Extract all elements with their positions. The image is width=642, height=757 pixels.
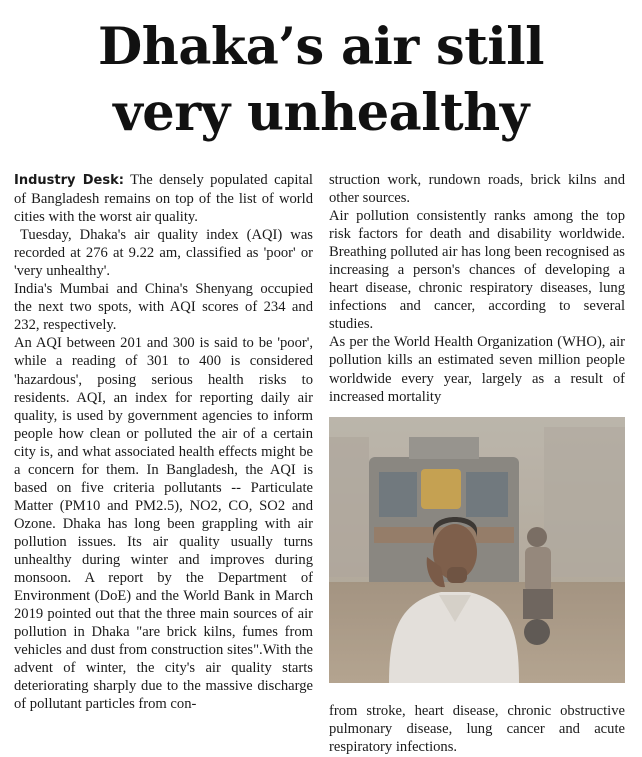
headline xyxy=(0,14,642,146)
article-right-column-top xyxy=(329,171,625,406)
article-paragraph: An AQI between 201 and 300 is said to be 'poor', while a reading of 301 to 400 is considered 'hazardous', posing serious health risks to residents. AQI, an index for reporting daily air quality, is used by government agencies to inform people how clean or polluted the air of a certain city is, and what associated health effects might be a concern for them. In Bangladesh, the AQI is based on five criteria pollutants -- Particulate Matter (PM10 and PM2.5), NO2, CO, SO2 and Ozone. Dhaka has long been grappling with air pollution issues. Its air quality usually turns unhealthy during winter and improves during monsoon. A report by the Department of Environment (DoE) and the World Bank in March 2019 pointed out that the three main sources of air pollution in Dhaka "are brick kilns, fumes from vehicles and dust from construction sites".With the advent of winter, the city's air quality starts deteriorating sharply due to the massive discharge of pollutant particles from con- xyxy=(14,335,313,713)
article-paragraph: Tuesday, Dhaka's air quality index (AQI) was recorded at 276 at 9.22 am, classified as 'poor' or 'very unhealthy'. xyxy=(14,227,313,280)
article-right-column-bottom xyxy=(329,702,625,756)
smog-street-photo xyxy=(329,417,625,683)
article-paragraph: struction work, rundown roads, brick kilns and other sources. xyxy=(329,172,625,207)
article-paragraph: from stroke, heart disease, chronic obstructive pulmonary disease, lung cancer and acute respiratory infections. xyxy=(329,703,625,756)
headline-line-2: very unhealthy xyxy=(113,83,529,143)
article-paragraph: As per the World Health Organization (WHO), air pollution kills an estimated seven million people worldwide every year, largely as a result of increased mortality xyxy=(329,334,625,405)
article-paragraph: Industry Desk: The densely populated capital of Bangladesh remains on top of the list of world cities with the worst air quality. xyxy=(14,172,313,226)
byline: Industry Desk: xyxy=(14,173,124,188)
article-paragraph: Air pollution consistently ranks among the top risk factors for death and disability worldwide. Breathing polluted air has long been recognised as increasing a person's chances of developing a heart disease, chronic respiratory diseases, lung infections and cancer, according to several studies. xyxy=(329,208,625,333)
headline-line-1: Dhaka’s air still xyxy=(98,17,544,77)
article-left-column xyxy=(14,171,313,713)
article-paragraph: India's Mumbai and China's Shenyang occupied the next two spots, with AQI scores of 234 and 232, respectively. xyxy=(14,281,313,334)
article-photo xyxy=(329,417,625,683)
